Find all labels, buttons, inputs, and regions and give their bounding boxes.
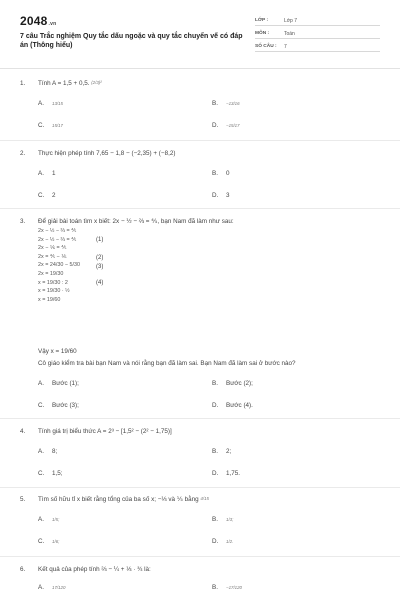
work-line xyxy=(38,228,80,237)
question-number: 1. xyxy=(20,80,26,87)
option-key: B. xyxy=(212,515,218,523)
header-divider xyxy=(0,68,400,69)
conclusion-text: Vậy x = 19/60 xyxy=(38,348,77,355)
option-d[interactable] xyxy=(212,402,253,410)
option-key: C. xyxy=(38,401,45,409)
option-a[interactable] xyxy=(38,380,79,388)
option-b[interactable] xyxy=(212,100,240,108)
option-key: A. xyxy=(38,515,44,523)
question-1 xyxy=(20,80,390,129)
question-stem xyxy=(20,150,390,158)
step-tag: (1) xyxy=(96,237,104,243)
option-value: 13/15 xyxy=(52,101,63,107)
meta-subject xyxy=(255,29,380,39)
option-a[interactable] xyxy=(38,448,57,456)
option-key: B. xyxy=(212,583,218,591)
logo-suffix: .vn xyxy=(48,21,57,27)
option-value: 1/5; xyxy=(52,517,60,523)
options xyxy=(20,99,390,129)
meta-count-value: 7 xyxy=(284,43,287,50)
question-prompt xyxy=(20,360,390,368)
question-number: 2. xyxy=(20,150,26,157)
question-text: Kết quả của phép tính ⅔ − ¼ + ⅓ · ¾ là: xyxy=(38,566,151,573)
work-line xyxy=(38,245,80,254)
prompt-text: Cô giáo kiểm tra bài bạn Nam và nói rằng bạn đã làm sai. Bạn Nam đã làm sai ở bước nào? xyxy=(38,359,296,367)
meta-subject-label: MÔN : xyxy=(255,31,270,37)
question-divider xyxy=(0,487,400,488)
meta-count xyxy=(255,42,380,52)
solution-work xyxy=(38,228,104,305)
option-value: 2 xyxy=(52,191,56,199)
work-expression: 2x − ½ − ⅔ = ⅘ xyxy=(38,228,77,234)
meta-grade-value: Lớp 7 xyxy=(284,17,298,24)
work-expression: x = 19/30 · ½ xyxy=(38,288,70,295)
option-c[interactable] xyxy=(38,470,63,478)
question-fraction: (2/3)² xyxy=(91,80,102,85)
option-value: 2; xyxy=(226,447,232,455)
option-b[interactable] xyxy=(212,516,233,524)
option-b[interactable] xyxy=(212,584,242,592)
option-c[interactable] xyxy=(38,122,63,130)
options xyxy=(20,379,390,409)
document-header xyxy=(0,0,400,62)
meta-grade xyxy=(255,16,380,26)
option-key: B. xyxy=(212,169,218,177)
meta-subject-value: Toán xyxy=(284,30,295,37)
options xyxy=(20,515,390,545)
work-expression: 2x − ½ − ⅔ = ⅘ xyxy=(38,236,77,243)
question-4 xyxy=(20,428,390,477)
question-fraction: 4/15 xyxy=(200,496,209,501)
work-line xyxy=(38,253,104,263)
option-d[interactable] xyxy=(212,192,230,200)
options xyxy=(20,169,390,199)
work-expression: 2x − ⅙ = ⅘ xyxy=(38,245,67,252)
option-value: 1,75. xyxy=(226,469,241,477)
question-5 xyxy=(20,496,390,545)
document-title: 7 câu Trắc nghiệm Quy tắc dấu ngoặc và quy tắc chuyển vế có đáp án (Thông hiểu) xyxy=(20,33,243,50)
work-expression: 2x = 19/30 xyxy=(38,270,64,277)
question-stem xyxy=(20,566,390,574)
option-key: D. xyxy=(212,121,219,129)
option-c[interactable] xyxy=(38,402,79,410)
work-line xyxy=(38,288,80,297)
option-value: 15/17 xyxy=(52,123,63,129)
question-number: 3. xyxy=(20,218,26,225)
question-6 xyxy=(20,566,390,604)
question-stem xyxy=(20,218,390,226)
option-value: Bước (2); xyxy=(226,379,253,387)
options xyxy=(20,584,390,604)
step-tag: (2) xyxy=(96,255,104,261)
option-key: D. xyxy=(212,537,219,545)
option-c[interactable] xyxy=(38,538,59,546)
work-expression: 2x = 24/30 − 5/30 xyxy=(38,262,80,269)
option-key: D. xyxy=(212,191,219,199)
option-key: D. xyxy=(212,401,219,409)
option-b[interactable] xyxy=(212,170,230,178)
option-value: 0 xyxy=(226,169,230,177)
question-divider xyxy=(0,140,400,141)
question-text: Để giải bài toán tìm x biết: 2x − ½ − ⅔ = ⅘, bạn Nam đã làm như sau: xyxy=(38,218,234,225)
option-value: Bước (4). xyxy=(226,401,253,409)
step-tag: (3) xyxy=(96,264,104,270)
question-divider xyxy=(0,556,400,557)
option-value: Bước (1); xyxy=(52,379,79,387)
option-b[interactable] xyxy=(212,448,231,456)
meta-count-label: SỐ CÂU : xyxy=(255,44,277,50)
option-value: −13/16 xyxy=(226,101,240,107)
question-3-followup xyxy=(20,348,390,409)
option-key: A. xyxy=(38,169,44,177)
option-key: D. xyxy=(212,469,219,477)
work-line xyxy=(38,271,80,280)
option-key: A. xyxy=(38,447,44,455)
question-number: 6. xyxy=(20,566,26,573)
option-key: B. xyxy=(212,99,218,107)
work-expression: x = 19/30 : 2 xyxy=(38,279,68,286)
option-key: B. xyxy=(212,447,218,455)
option-value: 1,5; xyxy=(52,469,63,477)
option-d[interactable] xyxy=(212,470,240,478)
option-value: 8; xyxy=(52,447,58,455)
option-key: A. xyxy=(38,583,44,591)
option-key: B. xyxy=(212,379,218,387)
option-a[interactable] xyxy=(38,584,65,592)
question-divider xyxy=(0,208,400,209)
option-value: Bước (3); xyxy=(52,401,79,409)
option-value: −17/120 xyxy=(226,585,242,591)
question-divider xyxy=(0,418,400,419)
conclusion xyxy=(20,348,390,356)
option-key: A. xyxy=(38,99,44,107)
option-d[interactable] xyxy=(212,122,240,130)
option-a[interactable] xyxy=(38,100,63,108)
work-line xyxy=(38,262,104,271)
option-a[interactable] xyxy=(38,170,56,178)
work-expression: x = 19/60 xyxy=(38,296,61,303)
work-line xyxy=(38,297,80,306)
option-value: −15/17 xyxy=(226,123,240,129)
work-line xyxy=(38,279,104,289)
option-key: C. xyxy=(38,537,45,545)
option-key: C. xyxy=(38,121,45,129)
option-key: A. xyxy=(38,379,44,387)
question-text: Tính A = 1,5 + 0,5. xyxy=(38,80,90,87)
question-3 xyxy=(20,218,390,226)
logo-text: 2048 xyxy=(20,14,48,28)
option-value: 3 xyxy=(226,191,230,199)
question-2 xyxy=(20,150,390,199)
option-b[interactable] xyxy=(212,380,253,388)
option-key: C. xyxy=(38,191,45,199)
question-stem xyxy=(20,496,390,504)
question-text: Tính giá trị biểu thức A = 2³ − [1,5² − (2² − 1,75)] xyxy=(38,428,172,435)
option-value: 1/6; xyxy=(52,539,60,545)
options xyxy=(20,447,390,477)
option-value: 1 xyxy=(52,169,56,177)
option-value: 1/2. xyxy=(226,539,234,545)
work-line xyxy=(38,236,104,246)
question-text: Tìm số hữu tỉ x biết rằng tổng của ba số x; −⅓ và ⅕ bằng xyxy=(38,496,199,503)
option-d[interactable] xyxy=(212,538,233,546)
option-value: 17/120 xyxy=(52,585,66,591)
option-value: 1/3; xyxy=(226,517,234,523)
question-number: 5. xyxy=(20,496,26,503)
option-key: C. xyxy=(38,469,45,477)
question-stem xyxy=(20,80,390,88)
option-c[interactable] xyxy=(38,192,56,200)
meta-grade-label: LỚP : xyxy=(255,18,269,24)
meta-panel xyxy=(255,16,380,55)
site-logo[interactable] xyxy=(20,14,56,29)
work-expression: 2x = ⅘ − ⅙ xyxy=(38,253,67,260)
option-a[interactable] xyxy=(38,516,59,524)
question-number: 4. xyxy=(20,428,26,435)
question-text: Thực hiện phép tính 7,65 − 1,8 − (−2,35) + (−8,2) xyxy=(38,150,176,157)
question-stem xyxy=(20,428,390,436)
step-tag: (4) xyxy=(96,280,104,286)
